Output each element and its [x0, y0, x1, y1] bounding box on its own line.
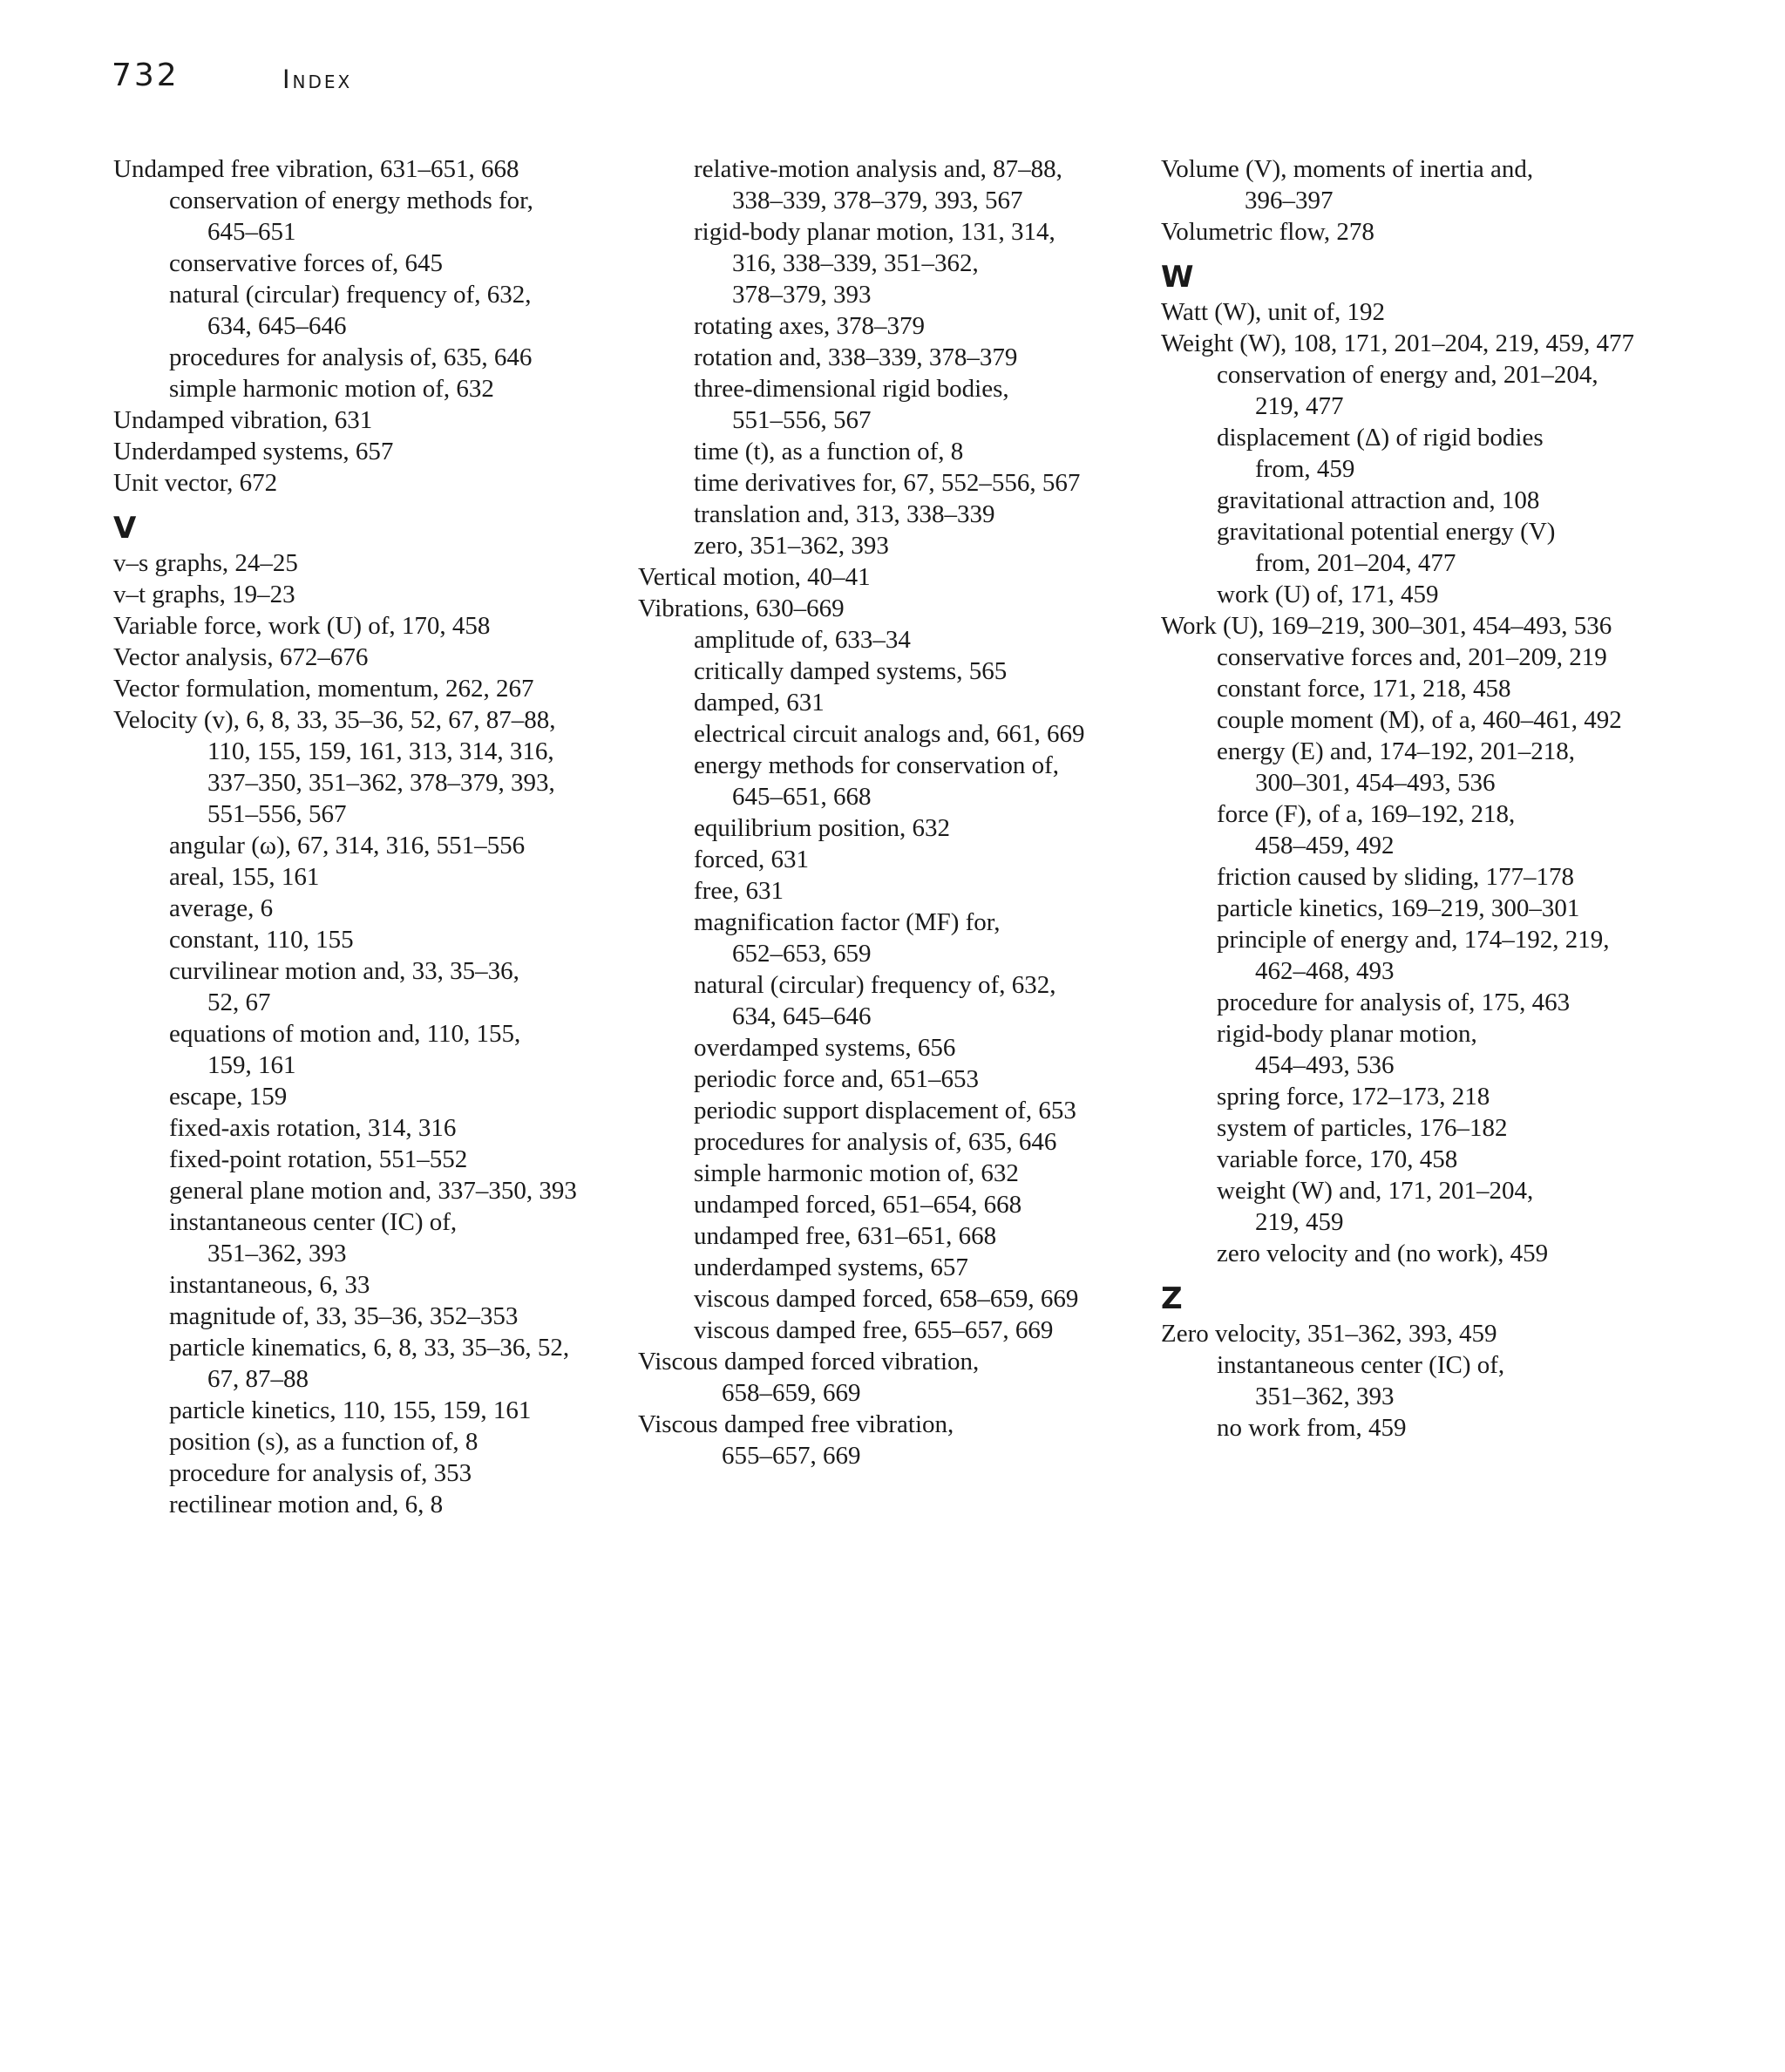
index-subentry: particle kinetics, 110, 155, 159, 161	[169, 1396, 532, 1424]
index-subentry: escape, 159	[169, 1083, 288, 1111]
index-entry: v–s graphs, 24–25	[113, 549, 298, 577]
index-subentry: conservation of energy methods for,	[169, 187, 533, 214]
index-entry-continuation: from, 201–204, 477	[1255, 549, 1456, 577]
index-entry: Viscous damped free vibration,	[638, 1410, 954, 1438]
index-entry-continuation: 316, 338–339, 351–362,	[732, 249, 979, 277]
index-entry-continuation: 67, 87–88	[207, 1365, 309, 1393]
running-head: Index	[282, 65, 353, 94]
index-subentry: time (t), as a function of, 8	[694, 438, 964, 465]
index-entry: Viscous damped forced vibration,	[638, 1348, 980, 1376]
index-entry-continuation: from, 459	[1255, 455, 1355, 483]
index-entry: Vector formulation, momentum, 262, 267	[113, 675, 534, 703]
index-entry-continuation: 219, 477	[1255, 392, 1344, 420]
index-subentry: areal, 155, 161	[169, 863, 320, 891]
index-subentry: position (s), as a function of, 8	[169, 1428, 478, 1456]
index-subentry: average, 6	[169, 894, 274, 922]
index-subentry: equations of motion and, 110, 155,	[169, 1020, 521, 1048]
index-entry: Weight (W), 108, 171, 201–204, 219, 459, 477	[1161, 329, 1634, 357]
index-column-1	[113, 153, 601, 1520]
index-subentry: damped, 631	[694, 689, 825, 717]
index-entry-continuation: 652–653, 659	[732, 940, 872, 968]
index-subentry: undamped free, 631–651, 668	[694, 1222, 997, 1250]
index-subentry: natural (circular) frequency of, 632,	[169, 281, 532, 309]
index-subentry: friction caused by sliding, 177–178	[1217, 863, 1574, 891]
index-subentry: rotating axes, 378–379	[694, 312, 925, 340]
index-subentry: conservation of energy and, 201–204,	[1217, 361, 1598, 389]
index-subentry: couple moment (M), of a, 460–461, 492	[1217, 706, 1622, 734]
index-subentry: undamped forced, 651–654, 668	[694, 1191, 1022, 1219]
index-entry-continuation: 351–362, 393	[207, 1240, 347, 1267]
index-subentry: constant, 110, 155	[169, 926, 354, 954]
index-entry: Watt (W), unit of, 192	[1161, 298, 1385, 326]
index-subentry: simple harmonic motion of, 632	[169, 375, 494, 403]
index-entry-continuation: 645–651, 668	[732, 783, 872, 811]
index-entry-continuation: 378–379, 393	[732, 281, 872, 309]
index-entry-continuation: 551–556, 567	[732, 406, 872, 434]
index-entry-continuation: 396–397	[1245, 187, 1334, 214]
index-subentry: energy (E) and, 174–192, 201–218,	[1217, 737, 1576, 765]
index-subentry: magnification factor (MF) for,	[694, 908, 1001, 936]
index-entry-continuation: 645–651	[207, 218, 296, 246]
page-number: 732	[112, 58, 180, 93]
index-entry: Volume (V), moments of inertia and,	[1161, 155, 1534, 183]
index-subentry: natural (circular) frequency of, 632,	[694, 971, 1056, 999]
index-subentry: amplitude of, 633–34	[694, 626, 911, 654]
index-entry: Zero velocity, 351–362, 393, 459	[1161, 1320, 1497, 1348]
index-entry: Vertical motion, 40–41	[638, 563, 871, 591]
index-entry-continuation: 658–659, 669	[722, 1379, 861, 1407]
index-subentry: equilibrium position, 632	[694, 814, 951, 842]
index-subentry: critically damped systems, 565	[694, 657, 1008, 685]
index-entry: Volumetric flow, 278	[1161, 218, 1374, 246]
index-entry: Vibrations, 630–669	[638, 594, 845, 622]
index-subentry: angular (ω), 67, 314, 316, 551–556	[169, 832, 526, 859]
index-entry: Work (U), 169–219, 300–301, 454–493, 536	[1161, 612, 1612, 640]
index-column-2	[638, 153, 1126, 1471]
index-subentry: procedures for analysis of, 635, 646	[694, 1128, 1057, 1156]
index-entry: Undamped free vibration, 631–651, 668	[113, 155, 519, 183]
index-entry-continuation: 52, 67	[207, 988, 271, 1016]
index-subentry: fixed-point rotation, 551–552	[169, 1145, 468, 1173]
index-subentry: displacement (Δ) of rigid bodies	[1217, 424, 1544, 452]
index-subentry: curvilinear motion and, 33, 35–36,	[169, 957, 519, 985]
index-subentry: fixed-axis rotation, 314, 316	[169, 1114, 457, 1142]
index-subentry: procedure for analysis of, 353	[169, 1459, 472, 1487]
index-subentry: relative-motion analysis and, 87–88,	[694, 155, 1062, 183]
index-subentry: energy methods for conservation of,	[694, 751, 1060, 779]
index-subentry: gravitational potential energy (V)	[1217, 518, 1556, 546]
index-subentry: three-dimensional rigid bodies,	[694, 375, 1009, 403]
index-subentry: constant force, 171, 218, 458	[1217, 675, 1511, 703]
index-entry-continuation: 462–468, 493	[1255, 957, 1395, 985]
index-subentry: system of particles, 176–182	[1217, 1114, 1508, 1142]
index-entry: Underdamped systems, 657	[113, 438, 394, 465]
index-entry-continuation: 337–350, 351–362, 378–379, 393,	[207, 769, 555, 797]
index-entry-continuation: 454–493, 536	[1255, 1051, 1395, 1079]
index-subentry: zero, 351–362, 393	[694, 532, 889, 560]
index-column-3	[1161, 153, 1649, 1444]
section-letter-heading: V	[113, 511, 137, 546]
index-subentry: magnitude of, 33, 35–36, 352–353	[169, 1302, 519, 1330]
index-subentry: variable force, 170, 458	[1217, 1145, 1458, 1173]
index-subentry: rectilinear motion and, 6, 8	[169, 1491, 444, 1518]
index-subentry: principle of energy and, 174–192, 219,	[1217, 926, 1610, 954]
index-subentry: periodic support displacement of, 653	[694, 1097, 1076, 1124]
index-entry-continuation: 338–339, 378–379, 393, 567	[732, 187, 1023, 214]
index-subentry: no work from, 459	[1217, 1414, 1407, 1442]
index-subentry: forced, 631	[694, 846, 810, 873]
index-subentry: conservative forces and, 201–209, 219	[1217, 643, 1607, 671]
index-subentry: instantaneous, 6, 33	[169, 1271, 370, 1299]
index-subentry: procedure for analysis of, 175, 463	[1217, 988, 1571, 1016]
index-subentry: weight (W) and, 171, 201–204,	[1217, 1177, 1534, 1205]
index-entry-continuation: 634, 645–646	[207, 312, 347, 340]
index-entry: Variable force, work (U) of, 170, 458	[113, 612, 491, 640]
index-subentry: conservative forces of, 645	[169, 249, 444, 277]
index-subentry: zero velocity and (no work), 459	[1217, 1240, 1549, 1267]
index-subentry: instantaneous center (IC) of,	[169, 1208, 458, 1236]
index-subentry: simple harmonic motion of, 632	[694, 1159, 1019, 1187]
index-entry-continuation: 351–362, 393	[1255, 1382, 1395, 1410]
index-subentry: general plane motion and, 337–350, 393	[169, 1177, 577, 1205]
index-subentry: rotation and, 338–339, 378–379	[694, 343, 1018, 371]
index-subentry: translation and, 313, 338–339	[694, 500, 995, 528]
index-subentry: viscous damped forced, 658–659, 669	[694, 1285, 1079, 1313]
section-letter-heading: W	[1161, 260, 1194, 295]
index-entry: v–t graphs, 19–23	[113, 581, 295, 608]
index-subentry: gravitational attraction and, 108	[1217, 486, 1540, 514]
index-subentry: spring force, 172–173, 218	[1217, 1083, 1490, 1111]
index-subentry: procedures for analysis of, 635, 646	[169, 343, 533, 371]
index-subentry: instantaneous center (IC) of,	[1217, 1351, 1505, 1379]
index-subentry: overdamped systems, 656	[694, 1034, 956, 1062]
index-subentry: rigid-body planar motion,	[1217, 1020, 1477, 1048]
index-subentry: periodic force and, 651–653	[694, 1065, 979, 1093]
index-entry-continuation: 159, 161	[207, 1051, 296, 1079]
index-entry-continuation: 634, 645–646	[732, 1002, 872, 1030]
index-entry: Vector analysis, 672–676	[113, 643, 369, 671]
index-subentry: viscous damped free, 655–657, 669	[694, 1316, 1054, 1344]
index-entry-continuation: 300–301, 454–493, 536	[1255, 769, 1496, 797]
index-subentry: particle kinetics, 169–219, 300–301	[1217, 894, 1580, 922]
index-subentry: underdamped systems, 657	[694, 1253, 968, 1281]
index-subentry: electrical circuit analogs and, 661, 669	[694, 720, 1085, 748]
section-letter-heading: Z	[1161, 1281, 1183, 1316]
index-entry-continuation: 219, 459	[1255, 1208, 1344, 1236]
index-subentry: particle kinematics, 6, 8, 33, 35–36, 52,	[169, 1334, 570, 1362]
index-entry: Undamped vibration, 631	[113, 406, 373, 434]
index-entry: Velocity (v), 6, 8, 33, 35–36, 52, 67, 87–88,	[113, 706, 556, 734]
index-subentry: free, 631	[694, 877, 784, 905]
index-subentry: work (U) of, 171, 459	[1217, 581, 1439, 608]
index-entry-continuation: 655–657, 669	[722, 1442, 861, 1470]
index-entry-continuation: 551–556, 567	[207, 800, 347, 828]
index-entry-continuation: 110, 155, 159, 161, 313, 314, 316,	[207, 737, 554, 765]
index-subentry: force (F), of a, 169–192, 218,	[1217, 800, 1516, 828]
index-subentry: rigid-body planar motion, 131, 314,	[694, 218, 1055, 246]
index-entry: Unit vector, 672	[113, 469, 278, 497]
index-subentry: time derivatives for, 67, 552–556, 567	[694, 469, 1081, 497]
index-entry-continuation: 458–459, 492	[1255, 832, 1395, 859]
